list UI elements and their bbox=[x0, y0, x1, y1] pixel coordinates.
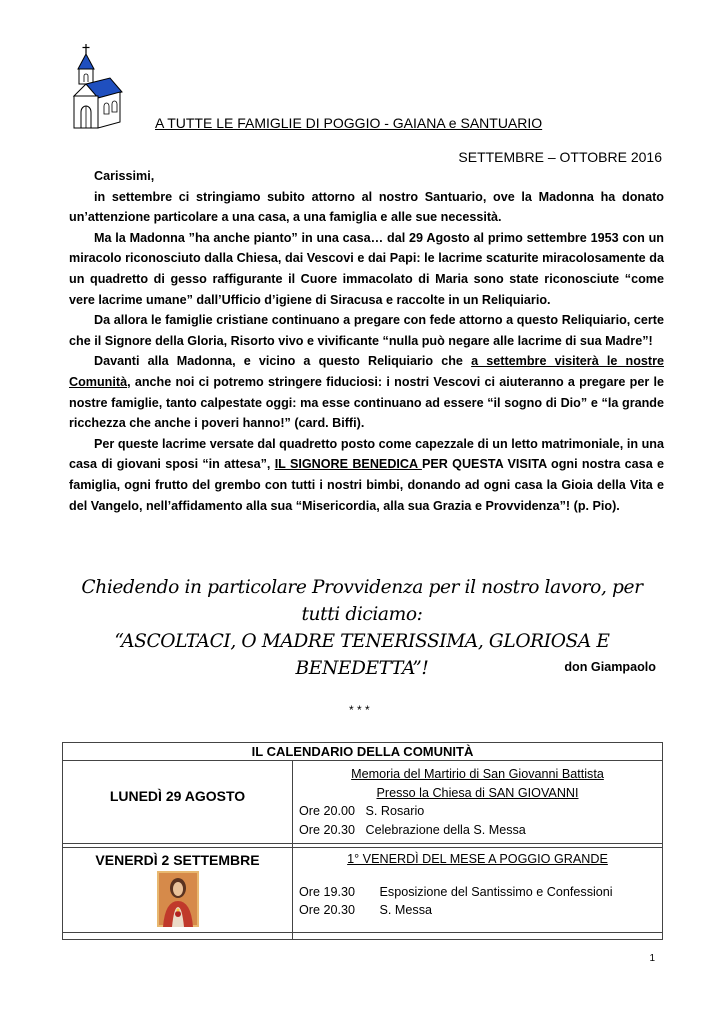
community-calendar bbox=[62, 742, 663, 940]
event-location: Presso la Chiesa di SAN GIOVANNI bbox=[376, 785, 579, 800]
quote-line-3: BENEDETTA”! bbox=[295, 658, 429, 679]
quote-line-1: Chiedendo in particolare Provvidenza per il nostro lavoro, per tutti diciamo: bbox=[81, 577, 643, 625]
event-item: Ore 20.00 S. Rosario bbox=[299, 804, 425, 818]
signature: don Giampaolo bbox=[564, 660, 656, 674]
greeting: Carissimi, bbox=[94, 169, 155, 183]
paragraph-2: Ma la Madonna ”ha anche pianto” in una casa… dal 29 Agosto al primo settembre 1953 con un miracolo riconosciuto dalla Chiesa, dai Vescovi e dai Papi: le lacrime scaturite miracolosamente da un quadretto di gesso raffigurante il Cuore immacolato di Maria sono state riconosciute “come vere lacrime umane” dall’Ufficio d’igiene di Siracusa e raccolte in un Reliquiario. bbox=[69, 230, 664, 307]
event-item: Ore 19.30 Esposizione del Santissimo e Confessioni bbox=[299, 884, 613, 899]
separator: * * * bbox=[349, 703, 370, 717]
recipients-heading: A TUTTE LE FAMIGLIE DI POGGIO - GAIANA e SANTUARIO bbox=[155, 115, 543, 131]
day-label: LUNEDÌ 29 AGOSTO bbox=[109, 788, 246, 804]
paragraph-5 bbox=[69, 434, 664, 516]
sacred-heart-image bbox=[157, 871, 199, 927]
calendar-day-cell bbox=[63, 848, 293, 933]
calendar-row bbox=[63, 848, 663, 933]
day-label: VENERDÌ 2 SETTEMBRE bbox=[95, 852, 260, 868]
calendar-event-cell bbox=[293, 761, 663, 844]
paragraph-4-underlined: a settembre visiterà le nostre Comunità bbox=[69, 354, 664, 389]
period-date: SETTEMBRE – OTTOBRE 2016 bbox=[458, 149, 662, 165]
paragraph-5-underlined: IL SIGNORE BENEDICA bbox=[274, 457, 422, 472]
paragraph-3: Da allora le famiglie cristiane continuano a pregare con fede attorno a questo Reliquiario, certe che il Signore della Gloria, Risorto vivo e vivificante “nulla può negare alle lacrime di sua Madre”! bbox=[69, 313, 664, 348]
calendar-event-cell bbox=[293, 848, 663, 933]
event-item: Ore 20.30 S. Messa bbox=[299, 903, 432, 917]
paragraph-4 bbox=[69, 351, 664, 433]
paragraph-4-text-a: Davanti alla Madonna, e vicino a questo Reliquiario che bbox=[94, 354, 472, 369]
event-title: 1° VENERDÌ DEL MESE A POGGIO GRANDE bbox=[347, 852, 608, 866]
event-title: Memoria del Martirio di San Giovanni Battista bbox=[351, 767, 604, 781]
calendar-row bbox=[63, 761, 663, 844]
event-item: Ore 20.30 Celebrazione della S. Messa bbox=[299, 822, 526, 837]
quote-line-2: “ASCOLTACI, O MADRE TENERISSIMA, GLORIOSA E bbox=[114, 631, 610, 652]
paragraph-1: in settembre ci stringiamo subito attorno al nostro Santuario, ove la Madonna ha donato un’attenzione particolare a una casa, a una famiglia e alle sue necessità. bbox=[69, 189, 664, 225]
paragraph-4-text-b: , anche noi ci potremo stringere fiduciosi: i nostri Vescovi ci aiuteranno a pregare per le nostre famiglie, tanto calpestate oggi: ma esse continuano ad essere “il sogno di Dio” e “la grande ricchezza che anche i poveri hanno!” (card. Biffi). bbox=[69, 374, 664, 431]
church-icon bbox=[70, 42, 126, 132]
letter-body bbox=[69, 166, 664, 516]
calendar-title: IL CALENDARIO DELLA COMUNITÀ bbox=[63, 743, 663, 761]
calendar-day-cell bbox=[63, 761, 293, 844]
page-number: 1 bbox=[649, 953, 655, 964]
paragraph-5-text-b: PER QUESTA VISITA ogni nostra casa e famiglia, ogni frutto del grembo con tutti i nostri bimbi, donando ad ogni casa la Gioia della Vita e del Vangelo, nell’affidamento alla sua “Misericordia, alla sua Grazia e Provvidenza”! (p. Pio). bbox=[69, 457, 664, 513]
paragraph-5-text-a: Per queste lacrime versate dal quadretto posto come capezzale di un letto matrimoniale, in una casa di giovani sposi “in attesa”, bbox=[69, 436, 664, 472]
